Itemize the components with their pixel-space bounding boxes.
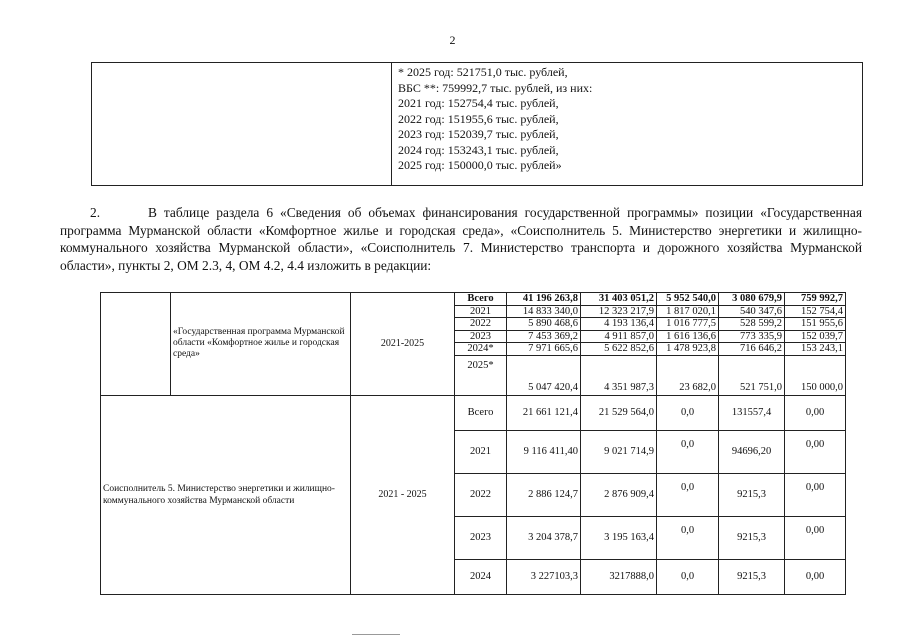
funding-line: ВБС **: 759992,7 тыс. рублей, из них:: [398, 80, 593, 95]
value-cell: 0,0: [657, 473, 719, 516]
value-cell: 7 971 665,6: [507, 343, 581, 356]
funding-line: 2024 год: 153243,1 тыс. рублей,: [398, 142, 559, 157]
program-name: «Государственная программа Мурманской области «Комфортное жилье и городская среда»: [171, 293, 351, 396]
value-cell: 9 021 714,9: [581, 430, 657, 473]
top-table-left-cell: [92, 63, 392, 185]
value-cell: 7 453 369,2: [507, 330, 581, 343]
funding-line: 2023 год: 152039,7 тыс. рублей,: [398, 127, 559, 141]
value-cell: 3 204 378,7: [507, 516, 581, 559]
table-row: [101, 395, 846, 430]
year-cell: Всего: [455, 395, 507, 430]
value-cell: 773 335,9: [719, 330, 785, 343]
value-cell: 23 682,0: [657, 355, 719, 395]
value-cell: 150 000,0: [785, 355, 846, 395]
funding-line: * 2025 год: 521751,0 тыс. рублей,: [398, 65, 568, 79]
value-cell: 9215,3: [719, 516, 785, 559]
year-cell: 2021: [455, 305, 507, 318]
funding-line: 2022 год: 151955,6 тыс. рублей,: [398, 111, 559, 126]
empty-cell: [101, 293, 171, 396]
year-cell: 2023: [455, 516, 507, 559]
year-cell: 2024: [455, 559, 507, 594]
value-cell: 0,0: [657, 395, 719, 430]
value-cell: 0,0: [657, 516, 719, 559]
value-cell: 153 243,1: [785, 343, 846, 356]
page-number: 2: [449, 33, 456, 47]
value-cell: 2 876 909,4: [581, 473, 657, 516]
coexecutor-name: Соисполнитель 5. Министерство энергетики и жилищно-коммунального хозяйства Мурманской области: [101, 395, 351, 594]
year-cell: 2025*: [455, 355, 507, 395]
value-cell: 14 833 340,0: [507, 305, 581, 318]
financing-table: [100, 292, 846, 595]
year-cell: 2024*: [455, 343, 507, 356]
value-cell: 3 195 163,4: [581, 516, 657, 559]
value-cell: 1 478 923,8: [657, 343, 719, 356]
value-cell: 716 646,2: [719, 343, 785, 356]
value-cell: 5 890 468,6: [507, 318, 581, 331]
table-row: [101, 293, 846, 306]
value-cell: 528 599,2: [719, 318, 785, 331]
value-cell: 0,00: [785, 473, 846, 516]
value-cell: 3 227103,3: [507, 559, 581, 594]
value-cell: 3217888,0: [581, 559, 657, 594]
year-cell: 2023: [455, 330, 507, 343]
value-cell: 152 754,4: [785, 305, 846, 318]
value-cell: 21 529 564,0: [581, 395, 657, 430]
program-period: 2021-2025: [351, 293, 455, 396]
value-cell: 0,00: [785, 559, 846, 594]
value-cell: 4 911 857,0: [581, 330, 657, 343]
year-cell: Всего: [455, 293, 507, 306]
value-cell: 4 193 136,4: [581, 318, 657, 331]
value-cell: 31 403 051,2: [581, 293, 657, 306]
value-cell: 12 323 217,9: [581, 305, 657, 318]
paragraph-text: В таблице раздела 6 «Сведения об объемах финансирования государственной программы» позиции «Государственная программа Мурманской области «Комфортное жилье и городская среда», «Соисполнитель 5. Министерство энергетики и жилищно-коммунального хозяйства Мурманской области», «Соисполнитель 7. Министерство транспорта и дорожного хозяйства Мурманской области», пункты 2, ОМ 2.3, 4, ОМ 4.2, 4.4 изложить в редакции:: [60, 205, 862, 273]
year-cell: 2022: [455, 318, 507, 331]
value-cell: 0,00: [785, 395, 846, 430]
paragraph-number: 2.: [90, 205, 101, 220]
funding-line: 2021 год: 152754,4 тыс. рублей,: [398, 96, 559, 110]
top-funding-table: [91, 62, 863, 186]
value-cell: 0,0: [657, 430, 719, 473]
value-cell: 1 016 777,5: [657, 318, 719, 331]
value-cell: 540 347,6: [719, 305, 785, 318]
amendment-paragraph: [60, 204, 862, 274]
top-table-right-cell: [392, 63, 862, 185]
funding-line: 2025 год: 150000,0 тыс. рублей»: [398, 158, 562, 172]
value-cell: 152 039,7: [785, 330, 846, 343]
value-cell: 521 751,0: [719, 355, 785, 395]
value-cell: 0,0: [657, 559, 719, 594]
value-cell: 5 047 420,4: [507, 355, 581, 395]
value-cell: 5 952 540,0: [657, 293, 719, 306]
value-cell: 1 616 136,6: [657, 330, 719, 343]
value-cell: 131557,4: [719, 395, 785, 430]
value-cell: 151 955,6: [785, 318, 846, 331]
value-cell: 759 992,7: [785, 293, 846, 306]
value-cell: 2 886 124,7: [507, 473, 581, 516]
value-cell: 9215,3: [719, 473, 785, 516]
value-cell: 9215,3: [719, 559, 785, 594]
coexecutor-period: 2021 - 2025: [351, 395, 455, 594]
value-cell: 9 116 411,40: [507, 430, 581, 473]
value-cell: 1 817 020,1: [657, 305, 719, 318]
value-cell: 0,00: [785, 516, 846, 559]
value-cell: 3 080 679,9: [719, 293, 785, 306]
value-cell: 4 351 987,3: [581, 355, 657, 395]
year-cell: 2022: [455, 473, 507, 516]
value-cell: 5 622 852,6: [581, 343, 657, 356]
value-cell: 21 661 121,4: [507, 395, 581, 430]
year-cell: 2021: [455, 430, 507, 473]
value-cell: 0,00: [785, 430, 846, 473]
value-cell: 41 196 263,8: [507, 293, 581, 306]
value-cell: 94696,20: [719, 430, 785, 473]
